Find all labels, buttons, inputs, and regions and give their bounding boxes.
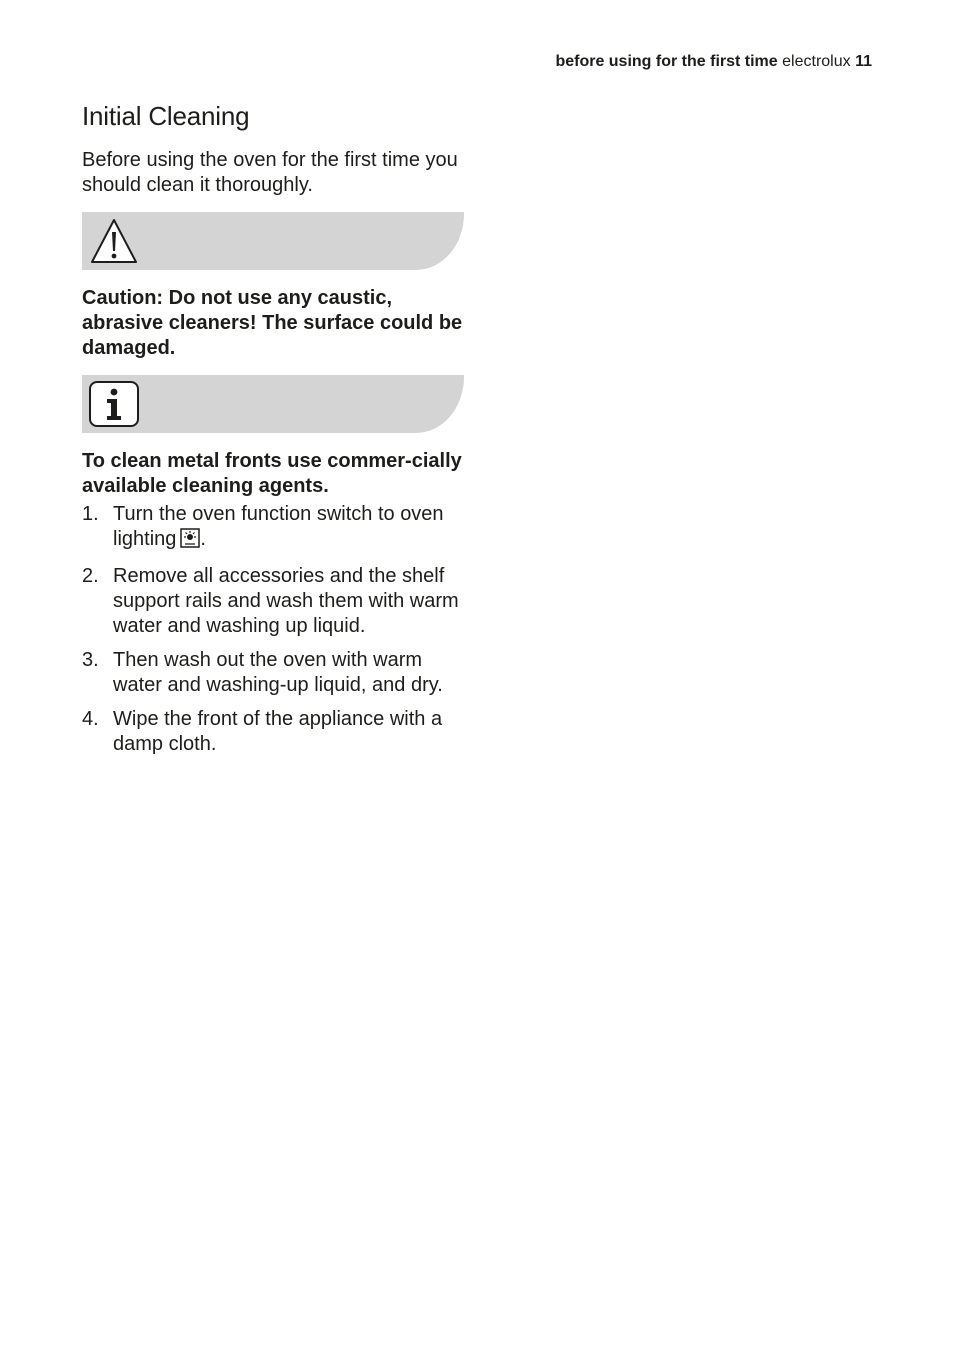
oven-lamp-icon — [180, 528, 200, 555]
page-header — [555, 53, 872, 71]
list-item — [82, 707, 464, 757]
step-number: 4. — [82, 708, 99, 730]
step-number: 1. — [82, 503, 99, 525]
warning-triangle-icon — [88, 216, 140, 271]
list-item — [82, 648, 464, 698]
step-text: Then wash out the oven with warm water and washing-up liquid, and dry. — [113, 649, 443, 696]
warning-band — [82, 212, 464, 270]
step-text: Remove all accessories and the shelf support rails and wash them with warm water and washing up liquid. — [113, 565, 459, 637]
cleaning-steps — [82, 502, 464, 766]
header-section: before using for the first time — [555, 53, 778, 70]
intro-paragraph: Before using the oven for the first time you should clean it thoroughly. — [82, 149, 458, 196]
info-band — [82, 375, 464, 433]
header-brand: electrolux — [782, 53, 851, 70]
page-number: 11 — [855, 53, 872, 70]
info-icon — [88, 379, 140, 434]
step-number: 2. — [82, 565, 99, 587]
caution-text: Caution: Do not use any caustic, abrasive cleaners! The surface could be damaged. — [82, 287, 463, 359]
page-title: Initial Cleaning — [82, 101, 250, 131]
list-item — [82, 502, 464, 555]
list-item — [82, 564, 464, 639]
step-number: 3. — [82, 649, 99, 671]
info-text: To clean metal fronts use commer-cially available cleaning agents. — [82, 450, 462, 497]
step-text: Wipe the front of the appliance with a damp cloth. — [113, 708, 443, 755]
step-text: Turn the oven function switch to oven lighting . — [113, 502, 464, 555]
